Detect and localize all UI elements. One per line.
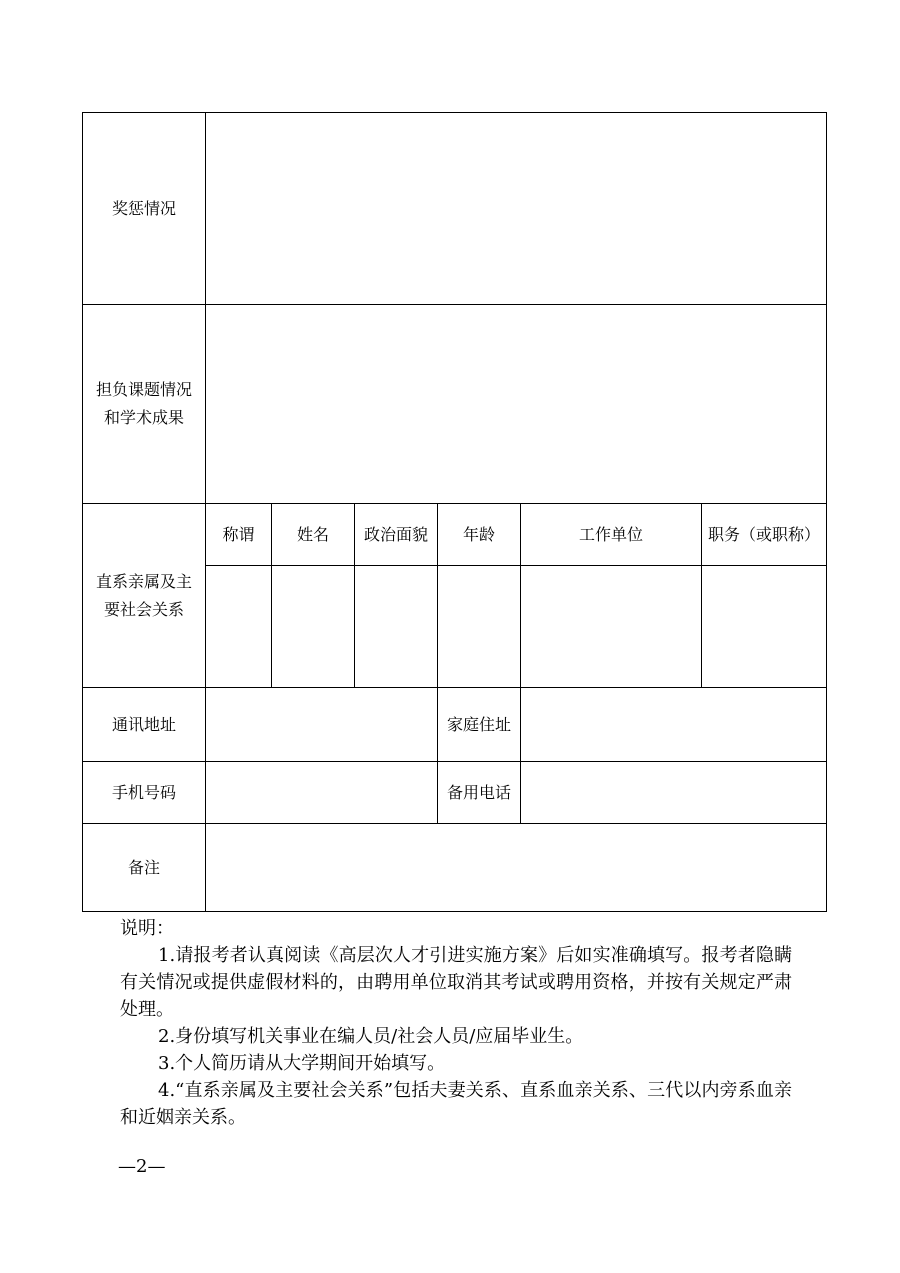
family-political-status-field[interactable] [355, 566, 438, 688]
family-employer-field[interactable] [521, 566, 702, 688]
research-field[interactable] [206, 305, 827, 504]
remarks-row [83, 824, 827, 912]
backup-phone-field[interactable] [521, 762, 827, 824]
application-form-table [82, 112, 827, 912]
mobile-phone-field[interactable] [206, 762, 438, 824]
family-header-employer: 工作单位 [521, 504, 702, 566]
page-number: —2— [118, 1156, 166, 1177]
address-row [83, 688, 827, 762]
phone-row [83, 762, 827, 824]
research-row [83, 305, 827, 504]
family-header-position: 职务（或职称） [702, 504, 827, 566]
remarks-field[interactable] [206, 824, 827, 912]
note-item: 4.“直系亲属及主要社会关系”包括夫妻关系、直系血亲关系、三代以内旁系血亲和近姻亲关系。 [120, 1080, 792, 1128]
family-title-field[interactable] [206, 566, 272, 688]
home-address-field[interactable] [521, 688, 827, 762]
awards-row [83, 113, 827, 305]
research-label: 担负课题情况和学术成果 [83, 305, 206, 504]
family-header-political-status: 政治面貌 [355, 504, 438, 566]
remarks-label: 备注 [83, 824, 206, 912]
family-header-row [83, 504, 827, 566]
family-relations-label: 直系亲属及主要社会关系 [83, 504, 206, 688]
awards-label: 奖惩情况 [83, 113, 206, 305]
note-item: 3.个人简历请从大学期间开始填写。 [158, 1053, 446, 1074]
note-item: 1.请报考者认真阅读《高层次人才引进实施方案》后如实准确填写。报考者隐瞒有关情况或提供虚假材料的，由聘用单位取消其考试或聘用资格，并按有关规定严肃处理。 [120, 945, 792, 1020]
family-header-age: 年龄 [438, 504, 521, 566]
family-age-field[interactable] [438, 566, 521, 688]
family-header-title: 称谓 [206, 504, 272, 566]
mailing-address-label: 通讯地址 [83, 688, 206, 762]
home-address-label: 家庭住址 [438, 688, 521, 762]
family-position-field[interactable] [702, 566, 827, 688]
backup-phone-label: 备用电话 [438, 762, 521, 824]
note-item: 2.身份填写机关事业在编人员/社会人员/应届毕业生。 [158, 1026, 584, 1047]
family-name-field[interactable] [272, 566, 355, 688]
notes-title: 说明： [120, 918, 174, 939]
family-header-name: 姓名 [272, 504, 355, 566]
mobile-phone-label: 手机号码 [83, 762, 206, 824]
mailing-address-field[interactable] [206, 688, 438, 762]
notes-section [120, 915, 792, 1131]
awards-field[interactable] [206, 113, 827, 305]
